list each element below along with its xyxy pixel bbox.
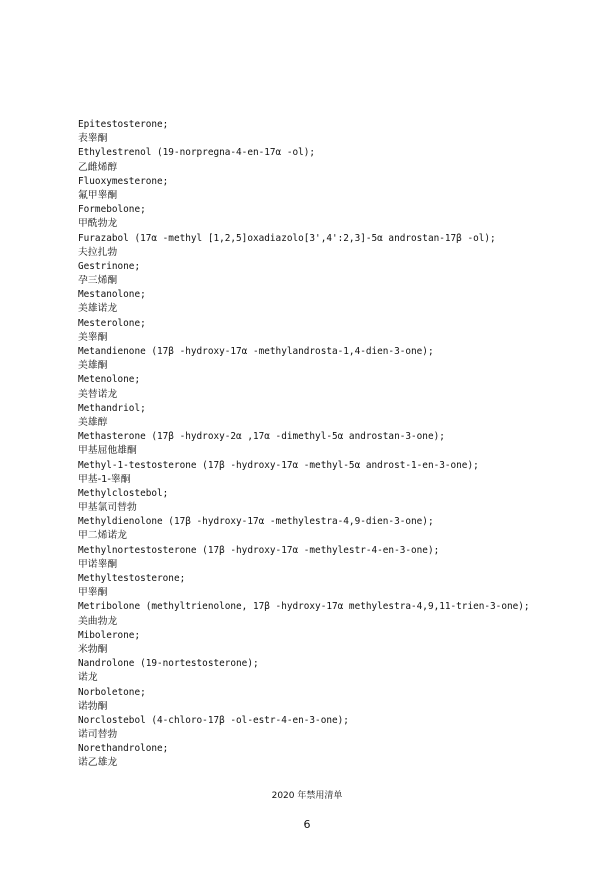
page-number: 6 bbox=[303, 818, 311, 831]
substance-name-english: Norboletone; bbox=[78, 686, 146, 698]
substance-name-english: Fluoxymesterone; bbox=[78, 175, 169, 187]
list-item bbox=[78, 260, 598, 288]
list-item bbox=[78, 288, 598, 316]
list-item bbox=[78, 742, 598, 770]
list-item bbox=[78, 118, 598, 146]
substance-name-english: Methasterone (17β -hydroxy-2α ,17α -dimethyl-5α androstan-3-one); bbox=[78, 431, 445, 443]
substance-name-english: Mestanolone; bbox=[78, 289, 146, 301]
substance-name-chinese: 孕三烯酮 bbox=[78, 275, 118, 287]
substance-name-chinese: 甲诺睾酮 bbox=[78, 558, 118, 570]
substance-name-chinese: 甲基-1-睾酮 bbox=[78, 473, 131, 485]
substance-name-english: Mesterolone; bbox=[78, 317, 146, 329]
substance-name-english: Metenolone; bbox=[78, 374, 141, 386]
list-item bbox=[78, 175, 598, 203]
substance-name-chinese: 夫拉扎勃 bbox=[78, 246, 118, 258]
substance-name-chinese: 美雄诺龙 bbox=[78, 303, 118, 315]
list-item bbox=[78, 459, 598, 487]
substance-name-english: Gestrinone; bbox=[78, 260, 141, 272]
substance-name-chinese: 美替诺龙 bbox=[78, 388, 118, 400]
list-item bbox=[78, 600, 598, 628]
substance-name-chinese: 诺勃酮 bbox=[78, 700, 108, 712]
substance-name-english: Methyl-1-testosterone (17β -hydroxy-17α -methyl-5α androst-1-en-3-one); bbox=[78, 459, 479, 471]
footer-title: 2020 年禁用清单 bbox=[271, 791, 343, 801]
list-item bbox=[78, 657, 598, 685]
list-item bbox=[78, 487, 598, 515]
list-item bbox=[78, 345, 598, 373]
list-item bbox=[78, 686, 598, 714]
substance-name-english: Mibolerone; bbox=[78, 629, 141, 641]
list-item bbox=[78, 515, 598, 543]
substance-name-chinese: 甲二烯诺龙 bbox=[78, 530, 127, 542]
substance-name-chinese: 美睾酮 bbox=[78, 331, 108, 343]
substance-list bbox=[78, 118, 598, 771]
substance-name-chinese: 乙雌烯醇 bbox=[78, 161, 118, 173]
substance-name-english: Furazabol (17α -methyl [1,2,5]oxadiazolo[3',4':2,3]-5α androstan-17β -ol); bbox=[78, 232, 496, 244]
substance-name-english: Methylclostebol; bbox=[78, 487, 169, 499]
substance-name-english: Formebolone; bbox=[78, 204, 146, 216]
list-item bbox=[78, 402, 598, 430]
list-item bbox=[78, 714, 598, 742]
list-item bbox=[78, 544, 598, 572]
list-item bbox=[78, 430, 598, 458]
substance-name-chinese: 甲睾酮 bbox=[78, 587, 108, 599]
list-item bbox=[78, 629, 598, 657]
substance-name-chinese: 甲基氯司替勃 bbox=[78, 502, 137, 514]
substance-name-chinese: 诺龙 bbox=[78, 672, 98, 684]
list-item bbox=[78, 203, 598, 231]
substance-name-english: Epitestosterone; bbox=[78, 119, 169, 130]
substance-name-english: Norethandrolone; bbox=[78, 743, 169, 755]
substance-name-chinese: 表睾酮 bbox=[78, 133, 108, 145]
substance-name-chinese: 诺乙雄龙 bbox=[78, 757, 118, 769]
substance-name-english: Methandriol; bbox=[78, 402, 146, 414]
substance-name-chinese: 美雄醇 bbox=[78, 416, 108, 428]
substance-name-english: Methylnortestosterone (17β -hydroxy-17α -methylestr-4-en-3-one); bbox=[78, 544, 440, 556]
list-item bbox=[78, 146, 598, 174]
substance-name-english: Methyltestosterone; bbox=[78, 573, 186, 584]
substance-name-chinese: 甲酰勃龙 bbox=[78, 218, 118, 230]
substance-name-english: Nandrolone (19-nortestosterone); bbox=[78, 658, 259, 670]
substance-name-english: Metribolone (methyltrienolone, 17β -hydroxy-17α methylestra-4,9,11-trien-3-one); bbox=[78, 601, 530, 613]
list-item bbox=[78, 572, 598, 600]
substance-name-chinese: 诺司替勃 bbox=[78, 729, 118, 741]
list-item bbox=[78, 373, 598, 401]
substance-name-english: Metandienone (17β -hydroxy-17α -methylandrosta-1,4-dien-3-one); bbox=[78, 346, 434, 357]
list-item bbox=[78, 232, 598, 260]
substance-name-chinese: 甲基屈他雄酮 bbox=[78, 445, 137, 457]
substance-name-chinese: 美雄酮 bbox=[78, 360, 108, 372]
substance-name-english: Norclostebol (4-chloro-17β -ol-estr-4-en-3-one); bbox=[78, 714, 349, 726]
substance-name-english: Ethylestrenol (19-norpregna-4-en-17α -ol); bbox=[78, 147, 316, 159]
substance-name-chinese: 米勃酮 bbox=[78, 643, 108, 655]
list-item bbox=[78, 317, 598, 345]
substance-name-chinese: 氟甲睾酮 bbox=[78, 189, 118, 201]
substance-name-chinese: 美曲勃龙 bbox=[78, 615, 118, 627]
substance-name-english: Methyldienolone (17β -hydroxy-17α -methylestra-4,9-dien-3-one); bbox=[78, 516, 434, 528]
